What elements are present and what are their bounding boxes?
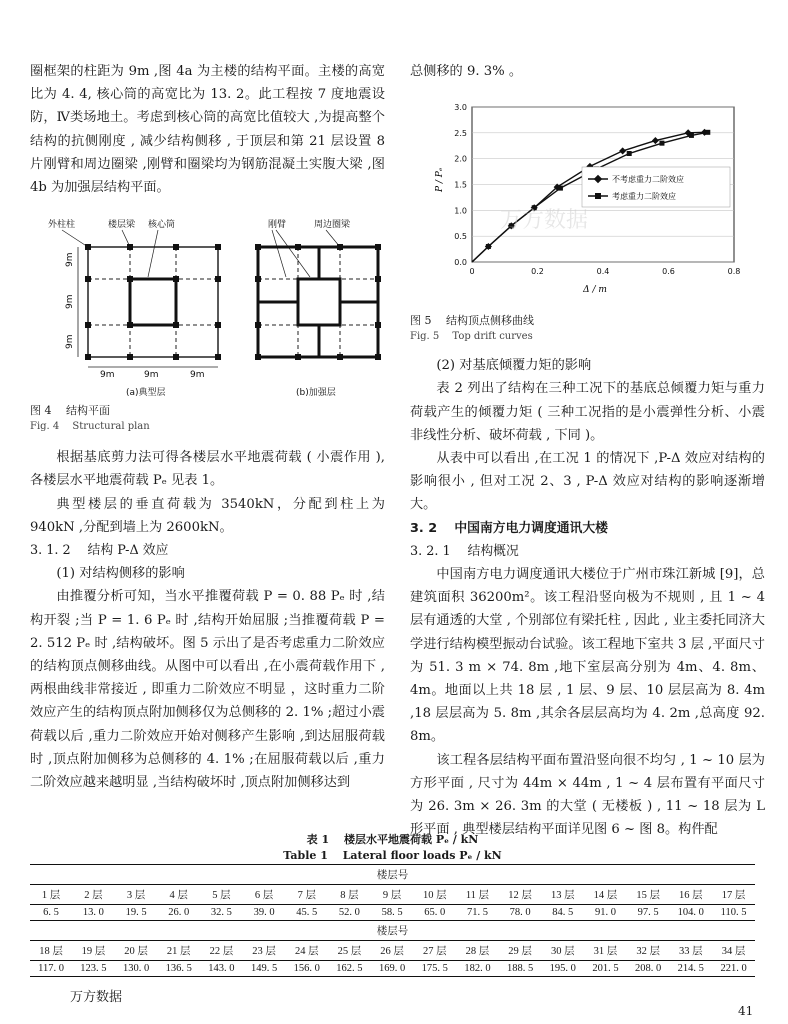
paragraph: 中国南方电力调度通讯大楼位于广州市珠江新城 [9]，总建筑面积 36200m²。该工程沿竖向极为不规则 , 且 1 ~ 4 层有通透的大堂 , 个别部位有梁托柱 , 因此 , 业主委托同济大学进行结构模型振动台试验。该工程地下室共 3 层 ,平面尺寸为 51. 3 m × 74. 8m ,地下室层高分别为 4m、4. 8m、4m。地面以上共 18 层 , 1 层、9 层、10 层层高为 8. 4m ,18 层层高为 5. 8m ,其余各层层高均为 4. 2m ,总高度 92. 8m。 bbox=[410, 567, 765, 745]
table-cell: 11 层 bbox=[465, 890, 490, 901]
x-tick-label: 0.8 bbox=[727, 267, 741, 277]
data-point bbox=[627, 151, 632, 156]
table-cell: 123. 5 bbox=[80, 963, 107, 974]
paragraph: 该工程各层结构平面布置沿竖向很不均匀 , 1 ~ 10 层为方形平面 , 尺寸为 44m × 44m , 1 ~ 4 层布置有平面尺寸为 26. 3m × 26. 3m 的大堂 ( 无楼板 ) , 11 ~ 18 层为 L 形平面 , 典型楼层结构平面详见图 6 ~ 图 8。构件配 bbox=[410, 752, 765, 838]
plan-b bbox=[255, 244, 381, 398]
paragraph: 典型楼层的垂直荷载为 3540kN，分配到柱上为 940kN ,分配到墙上为 2600kN。 bbox=[30, 496, 385, 535]
table-cell: 195. 0 bbox=[549, 963, 576, 974]
y-tick-label: 1.5 bbox=[454, 180, 467, 190]
table-cell: 39. 0 bbox=[253, 907, 275, 918]
table-cell: 169. 0 bbox=[378, 963, 406, 974]
table-cell: 117. 0 bbox=[38, 963, 64, 974]
right-column bbox=[410, 60, 765, 841]
legend bbox=[582, 167, 730, 207]
data-point bbox=[558, 186, 563, 191]
x-tick-label: 0 bbox=[469, 267, 475, 277]
table-1 bbox=[30, 832, 755, 977]
label-floor-beam: 楼层梁 bbox=[108, 220, 136, 231]
x-tick-label: 0.6 bbox=[662, 267, 675, 277]
table-cell: 32 层 bbox=[636, 946, 660, 957]
y-tick-label: 2.0 bbox=[454, 154, 467, 164]
page-number: 41 bbox=[738, 1004, 754, 1018]
paragraph: 从表中可以看出 ,在工况 1 的情况下 ,P-Δ 效应对结构的影响很小 , 但对工况 2、3 , P-Δ 效应对结构的影响逐渐增大。 bbox=[410, 451, 765, 513]
table-cell: 26 层 bbox=[380, 946, 404, 957]
structural-plan-drawing bbox=[30, 217, 385, 402]
table-cell: 104. 0 bbox=[677, 907, 704, 918]
data-point bbox=[659, 141, 664, 146]
data-point bbox=[689, 133, 694, 138]
table-cell: 16 层 bbox=[678, 890, 703, 901]
table-row bbox=[30, 885, 755, 905]
dim-label: 9m bbox=[190, 370, 205, 381]
table-cell: 32. 5 bbox=[210, 907, 232, 918]
footer-watermark: 万方数据 bbox=[70, 990, 123, 1005]
label-ring-beam: 周边圈梁 bbox=[314, 220, 351, 231]
paragraph: 表 2 列出了结构在三种工况下的基底总倾覆力矩与重力荷载产生的倾覆力矩 ( 三种工况指的是小震弹性分析、小震非线性分析、破坏荷载 , 下同 )。 bbox=[410, 381, 765, 443]
y-tick-label: 2.5 bbox=[454, 129, 467, 139]
paragraph: 根据基底剪力法可得各楼层水平地震荷载 ( 小震作用 ),各楼层水平地震荷载 Pₑ 见表 1。 bbox=[30, 450, 385, 489]
table-cell: 78. 0 bbox=[509, 907, 531, 918]
heading-3-2-1: 3. 2. 1 结构概况 bbox=[410, 543, 519, 559]
table-cell: 110. 5 bbox=[720, 907, 747, 918]
table-cell: 3 层 bbox=[126, 890, 146, 901]
table-group-header: 楼层号 bbox=[376, 870, 409, 881]
table-cell: 65. 0 bbox=[424, 907, 446, 918]
drift-chart bbox=[430, 97, 750, 312]
table-cell: 136. 5 bbox=[165, 963, 192, 974]
table-cell: 6. 5 bbox=[43, 907, 59, 918]
table-cell: 12 层 bbox=[508, 890, 532, 901]
legend-entry-1: 不考虑重力二阶效应 bbox=[612, 175, 684, 185]
table-cell: 33 层 bbox=[678, 946, 703, 957]
dim-label: 9m bbox=[65, 334, 75, 350]
table-cell: 84. 5 bbox=[552, 907, 574, 918]
plan-a bbox=[65, 244, 221, 398]
table-1-caption-en: Table 1 Lateral floor loads Pₑ / kN bbox=[283, 849, 502, 862]
table-cell: 13 层 bbox=[550, 890, 575, 901]
table-cell: 182. 0 bbox=[464, 963, 491, 974]
table-cell: 156. 0 bbox=[293, 963, 320, 974]
table-cell: 30 层 bbox=[550, 946, 575, 957]
table-cell: 2 层 bbox=[84, 890, 103, 901]
table-cell: 8 层 bbox=[340, 890, 359, 901]
table-cell: 175. 5 bbox=[421, 963, 448, 974]
figure-4 bbox=[30, 217, 385, 402]
table-cell: 143. 0 bbox=[208, 963, 235, 974]
dim-label: 9m bbox=[100, 370, 115, 381]
table-cell: 201. 5 bbox=[592, 963, 619, 974]
table-cell: 71. 5 bbox=[466, 907, 488, 918]
table-cell: 21 层 bbox=[166, 946, 191, 957]
y-tick-label: 0.0 bbox=[454, 258, 467, 268]
watermark: 万方数据 bbox=[500, 208, 589, 234]
table-cell: 58. 5 bbox=[381, 907, 403, 918]
table-cell: 15 层 bbox=[636, 890, 660, 901]
table-cell: 9 层 bbox=[382, 890, 402, 901]
subheading: (2) 对基底倾覆力矩的影响 bbox=[436, 358, 592, 374]
y-tick-label: 0.5 bbox=[454, 232, 467, 242]
table-cell: 91. 0 bbox=[594, 907, 616, 918]
figure-5-caption: 图 5 结构顶点侧移曲线 bbox=[410, 314, 534, 328]
table-cell: 97. 5 bbox=[637, 907, 659, 918]
figure-4-caption-en: Fig. 4 Structural plan bbox=[30, 421, 150, 433]
table-cell: 149. 5 bbox=[250, 963, 278, 974]
table-cell: 20 层 bbox=[124, 946, 148, 957]
data-point bbox=[619, 148, 626, 155]
y-tick-label: 1.0 bbox=[454, 206, 467, 216]
figure-4-caption: 图 4 结构平面 bbox=[30, 404, 110, 418]
table-cell: 25 层 bbox=[337, 946, 362, 957]
heading-3-1-2: 3. 1. 2 结构 P-Δ 效应 bbox=[30, 543, 169, 559]
table-cell: 6 层 bbox=[254, 890, 274, 901]
y-axis-label: P / Pₑ bbox=[435, 167, 445, 193]
table-cell: 17 层 bbox=[721, 890, 746, 901]
table-cell: 34 层 bbox=[721, 946, 746, 957]
data-point bbox=[486, 244, 491, 249]
left-column bbox=[30, 60, 385, 794]
table-cell: 52. 0 bbox=[338, 907, 360, 918]
table-cell: 4 层 bbox=[169, 890, 188, 901]
table-cell: 162. 5 bbox=[336, 963, 363, 974]
table-1-caption: 表 1 楼层水平地震荷载 Pₑ / kN bbox=[306, 833, 479, 846]
table-cell: 221. 0 bbox=[720, 963, 747, 974]
table-cell: 14 层 bbox=[593, 890, 618, 901]
table-row bbox=[30, 905, 755, 921]
paragraph: 总侧移的 9. 3% 。 bbox=[410, 64, 523, 79]
table-cell: 23 层 bbox=[252, 946, 276, 957]
table-cell: 18 层 bbox=[39, 946, 63, 957]
label-outer-column: 外柱柱 bbox=[48, 220, 76, 231]
table-cell: 19. 5 bbox=[125, 907, 147, 918]
table-cell: 7 层 bbox=[297, 890, 316, 901]
table-cell: 208. 0 bbox=[635, 963, 662, 974]
table-cell: 1 层 bbox=[41, 890, 61, 901]
y-tick-label: 3.0 bbox=[454, 103, 467, 113]
dim-label: 9m bbox=[144, 370, 159, 381]
table-cell: 27 层 bbox=[422, 946, 447, 957]
table-cell: 5 层 bbox=[212, 890, 231, 901]
table-row bbox=[30, 941, 755, 961]
table-cell: 10 层 bbox=[422, 890, 447, 901]
table-cell: 19 层 bbox=[81, 946, 106, 957]
label-arm: 刚臂 bbox=[268, 220, 287, 231]
dim-label: 9m bbox=[65, 252, 75, 268]
table-cell: 24 层 bbox=[294, 946, 319, 957]
table-cell: 28 层 bbox=[465, 946, 490, 957]
table-group-header: 楼层号 bbox=[376, 926, 409, 937]
data-point bbox=[705, 130, 710, 135]
table-cell: 188. 5 bbox=[506, 963, 534, 974]
legend-entry-2: 考虑重力二阶效应 bbox=[612, 192, 676, 202]
heading-3-2: 3. 2 中国南方电力调度通讯大楼 bbox=[410, 520, 608, 536]
table-cell: 130. 0 bbox=[122, 963, 150, 974]
figure-5 bbox=[430, 97, 750, 312]
x-axis-label: Δ / m bbox=[583, 285, 607, 296]
dim-label: 9m bbox=[65, 294, 75, 310]
table-cell: 13. 0 bbox=[82, 907, 104, 918]
table-cell: 214. 5 bbox=[677, 963, 704, 974]
table-row bbox=[30, 961, 755, 977]
paragraph: 圈框架的柱距为 9m ,图 4a 为主楼的结构平面。主楼的高宽比为 4. 4, 核心筒的高宽比为 13. 2。此工程按 7 度地震设防，Ⅳ类场地土。考虑到核心筒的高宽比值较大 ,为提高整个结构的抗侧刚度 , 减少结构侧移 , 于顶层和第 21 层设置 8 片刚臂和周边圈梁 ,刚臂和圈梁均为钢筋混凝土实腹大梁 ,图 4b 为加强层结构平面。 bbox=[30, 64, 385, 196]
table-cell: 29 层 bbox=[508, 946, 532, 957]
label-core: 核心筒 bbox=[148, 220, 176, 231]
table-cell: 22 层 bbox=[209, 946, 234, 957]
table-cell: 26. 0 bbox=[168, 907, 190, 918]
data-point bbox=[652, 137, 659, 144]
figure-5-caption-en: Fig. 5 Top drift curves bbox=[410, 331, 533, 343]
x-tick-label: 0.2 bbox=[531, 267, 544, 277]
table-cell: 45. 5 bbox=[296, 907, 318, 918]
x-tick-label: 0.4 bbox=[596, 267, 610, 277]
subcaption-b: (b)加强层 bbox=[296, 388, 336, 399]
table-cell: 31 层 bbox=[593, 946, 618, 957]
floor-load-table bbox=[30, 864, 755, 977]
subcaption-a: (a)典型层 bbox=[126, 388, 166, 399]
paragraph: 由推覆分析可知，当水平推覆荷载 P = 0. 88 Pₑ 时 ,结构开裂 ;当 P = 1. 6 Pₑ 时 ,结构开始屈服 ;当推覆荷载 P = 2. 512 Pₑ 时 ,结构破坏。图 5 示出了是否考虑重力二阶效应的结构顶点侧移曲线。从图中可以看出 ,在小震荷载作用下 , 两根曲线非常接近 , 即重力二阶效应不明显 ，这时重力二阶效应产生的结构顶点附加侧移仅为总侧移的 2. 1% ;超过小震荷载以后 ,重力二阶效应开始对侧移产生影响 ,到达屈服荷载时 ,顶点附加侧移为总侧移的 4. 1% ;在屈服荷载以后 ,重力二阶效应越来越明显 ,当结构破坏时 ,顶点附加侧移达到 bbox=[30, 589, 385, 791]
subheading: (1) 对结构侧移的影响 bbox=[56, 566, 185, 582]
